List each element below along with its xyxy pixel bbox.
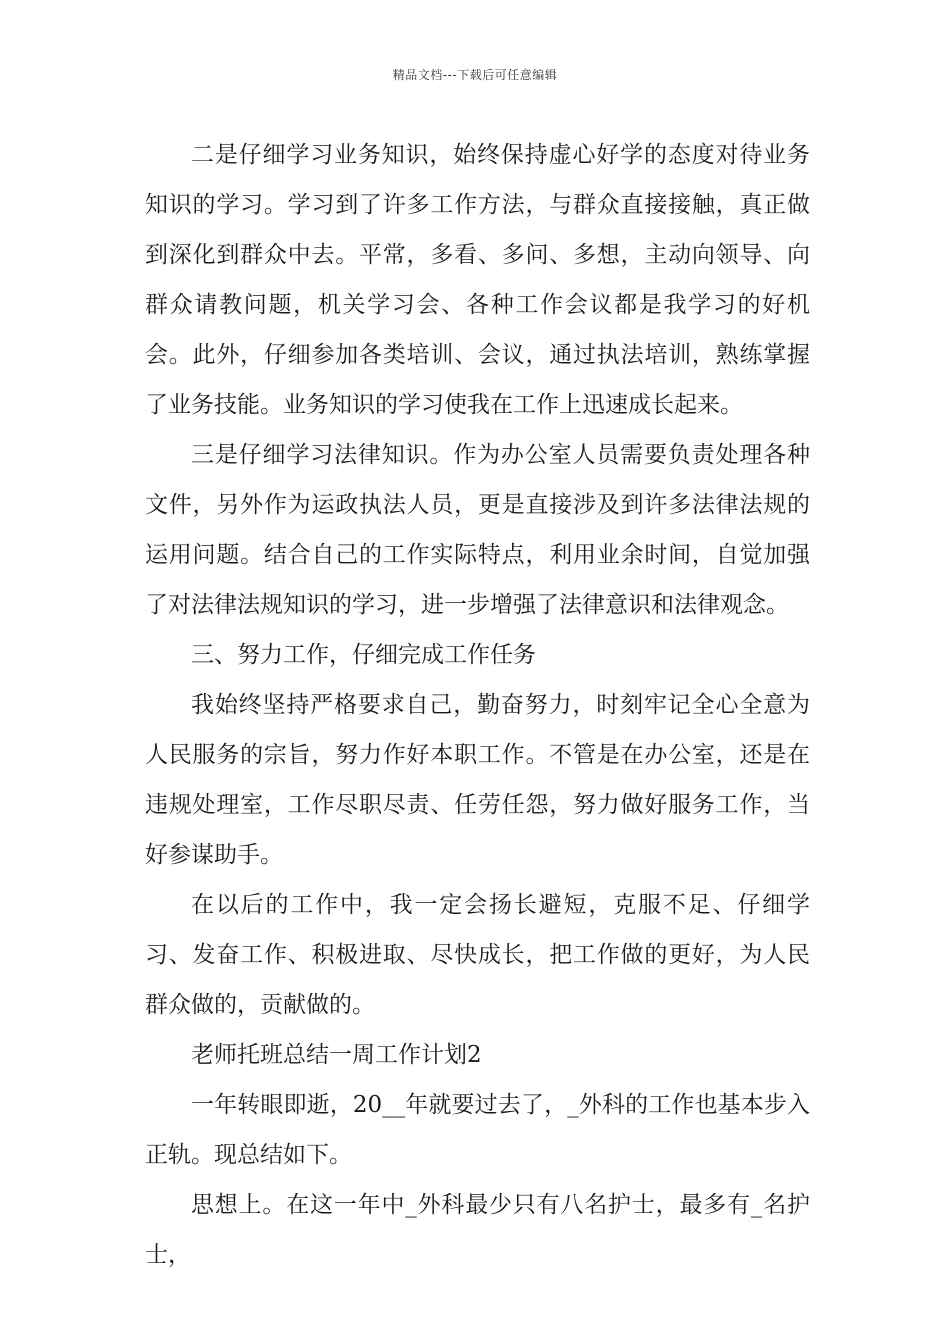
section-heading-work: 三、努力工作，仔细完成工作任务 [191,642,536,668]
paragraph-future-work: 在以后的工作中，我一定会扬长避短，克服不足、仔细学习、发奋工作、积极进取、尽快成长，把工作做的更好，为人民群众做的，贡献做的。 [145,892,810,1018]
document-body [145,130,810,1280]
paragraph-legal-knowledge: 三是仔细学习法律知识。作为办公室人员需要负责处理各种文件，另外作为运政执法人员，更是直接涉及到许多法律法规的运用问题。结合自己的工作实际特点，利用业余时间，自觉加强了对法律法规知识的学习，进一步增强了法律意识和法律观念。 [145,442,810,618]
paragraph-business-knowledge: 二是仔细学习业务知识，始终保持虚心好学的态度对待业务知识的学习。学习到了许多工作方法，与群众直接接触，真正做到深化到群众中去。平常，多看、多问、多想，主动向领导、向群众请教问题，机关学习会、各种工作会议都是我学习的好机会。此外，仔细参加各类培训、会议，通过执法培训，熟练掌握了业务技能。业务知识的学习使我在工作上迅速成长起来。 [145,142,810,418]
paragraph-year-summary: 一年转眼即逝，20__年就要过去了，_外科的工作也基本步入正轨。现总结如下。 [145,1092,810,1168]
paragraph-strict-requirements: 我始终坚持严格要求自己，勤奋努力，时刻牢记全心全意为人民服务的宗旨，努力作好本职工作。不管是在办公室，还是在违规处理室，工作尽职尽责、任劳任怨，努力做好服务工作，当好参谋助手。 [145,692,810,868]
paragraph-ideology: 思想上。在这一年中_外科最少只有八名护士，最多有_名护士， [145,1192,810,1268]
section-heading-plan: 老师托班总结一周工作计划2 [191,1042,482,1068]
page-header: 精品文档---下载后可任意编辑 [392,68,558,82]
